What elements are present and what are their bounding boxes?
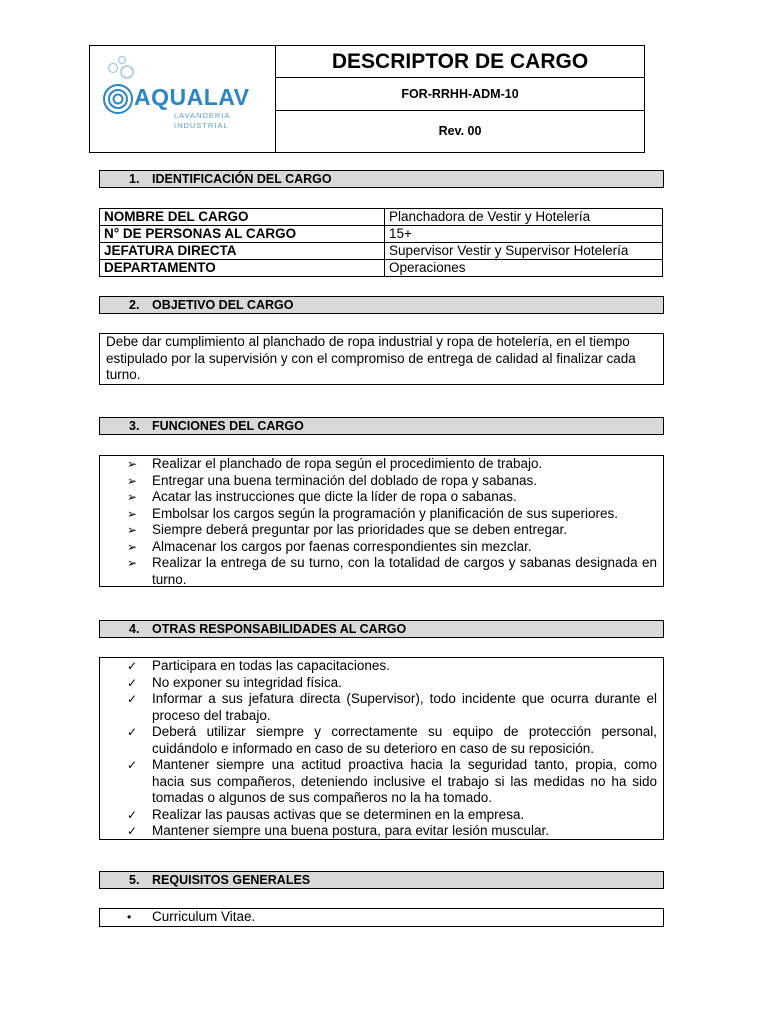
table-label-cell: N° DE PERSONAS AL CARGO <box>100 226 385 243</box>
logo-tagline: LAVANDERIA INDUSTRIAL <box>174 111 230 130</box>
checkmark-icon: ✓ <box>127 725 138 739</box>
bullet-icon: • <box>127 910 132 924</box>
functions-box <box>99 455 664 587</box>
list-item <box>100 807 663 824</box>
company-logo <box>90 46 276 152</box>
document-code: FOR-RRHH-ADM-10 <box>276 78 644 111</box>
checkmark-icon: ✓ <box>127 824 138 838</box>
table-row <box>100 260 663 277</box>
arrow-bullet-icon: ➢ <box>127 539 138 554</box>
list-item-text: Siempre deberá preguntar por las prioridades que se deben entregar. <box>152 522 568 537</box>
section-header-identification <box>99 170 664 188</box>
arrow-bullet-icon: ➢ <box>127 556 138 570</box>
list-item-text: Realizar la entrega de su turno, con la totalidad de cargos y sabanas designada en turno. <box>152 555 657 587</box>
section-number: 3. <box>129 419 140 433</box>
identification-table <box>99 208 663 277</box>
requirements-list <box>100 909 663 926</box>
table-label-cell: DEPARTAMENTO <box>100 260 385 277</box>
checkmark-icon: ✓ <box>127 807 138 822</box>
list-item <box>100 691 663 724</box>
checkmark-icon: ✓ <box>127 758 138 772</box>
list-item-text: Acatar las instrucciones que dicte la líder de ropa o sabanas. <box>152 489 517 504</box>
functions-list <box>100 456 663 588</box>
list-item-text: Informar a sus jefatura directa (Supervisor), todo incidente que ocurra durante el proceso del trabajo. <box>152 691 657 723</box>
section-header-objective <box>99 296 664 314</box>
logo-wordmark: AQUALAV <box>134 84 250 110</box>
document-header <box>89 45 645 153</box>
section-number: 2. <box>129 298 140 312</box>
table-value-cell: Planchadora de Vestir y Hotelería <box>385 209 663 226</box>
section-header-requirements <box>99 871 664 889</box>
list-item <box>100 555 663 588</box>
list-item <box>100 909 663 926</box>
table-value-cell: Supervisor Vestir y Supervisor Hotelería <box>385 243 663 260</box>
document-revision: Rev. 00 <box>438 124 482 138</box>
list-item-text: Realizar el planchado de ropa según el procedimiento de trabajo. <box>152 456 543 471</box>
section-header-responsibilities <box>99 620 664 638</box>
table-value-cell: 15+ <box>385 226 663 243</box>
list-item <box>100 675 663 692</box>
section-header-functions <box>99 417 664 435</box>
list-item-text: Entregar una buena terminación del doblado de ropa y sabanas. <box>152 472 538 488</box>
responsibilities-list <box>100 658 663 840</box>
list-item-text: Realizar las pausas activas que se determinen en la empresa. <box>152 806 525 822</box>
checkmark-icon: ✓ <box>127 659 138 673</box>
arrow-bullet-icon: ➢ <box>127 490 138 504</box>
list-item-text: Mantener siempre una buena postura, para evitar lesión muscular. <box>152 823 549 838</box>
list-item-text: Curriculum Vitae. <box>152 909 256 924</box>
arrow-bullet-icon: ➢ <box>127 457 138 471</box>
section-title: IDENTIFICACIÓN DEL CARGO <box>152 172 332 186</box>
table-row <box>100 226 663 243</box>
list-item-text: No exponer su integridad física. <box>152 674 342 690</box>
list-item <box>100 724 663 757</box>
document-title: DESCRIPTOR DE CARGO <box>276 46 644 78</box>
list-item-text: Participara en todas las capacitaciones. <box>152 658 390 673</box>
list-item <box>100 456 663 473</box>
table-label-cell: NOMBRE DEL CARGO <box>100 209 385 226</box>
list-item <box>100 823 663 840</box>
list-item <box>100 658 663 675</box>
list-item <box>100 506 663 523</box>
objective-box <box>99 333 664 385</box>
table-row <box>100 209 663 226</box>
list-item-text: Mantener siempre una actitud proactiva hacia la seguridad tanto, propia, como hacia sus compañeros, deteniendo inclusive el trabajo si las medidas no ha sido tomadas o algunos de sus compañeros no la ha tomado. <box>152 757 657 805</box>
list-item-text: Deberá utilizar siempre y correctamente su equipo de protección personal, cuidándolo e informado en caso de su deterioro en caso de su reposición. <box>152 724 657 756</box>
section-number: 5. <box>129 873 140 887</box>
arrow-bullet-icon: ➢ <box>127 506 138 521</box>
list-item <box>100 489 663 506</box>
table-value-cell: Operaciones <box>385 260 663 277</box>
responsibilities-box <box>99 657 664 840</box>
list-item-text: Almacenar los cargos por faenas correspondientes sin mezclar. <box>152 538 532 554</box>
checkmark-icon: ✓ <box>127 675 138 690</box>
list-item <box>100 539 663 556</box>
list-item-text: Embolsar los cargos según la programación y planificación de sus superiores. <box>152 505 618 521</box>
list-item <box>100 757 663 807</box>
section-number: 1. <box>129 172 140 186</box>
list-item <box>100 473 663 490</box>
list-item <box>100 522 663 539</box>
objective-text: Debe dar cumplimiento al planchado de ropa industrial y ropa de hotelería, en el tiempo estipulado por la supervisión y con el compromiso de entrega de calidad al finalizar cada turno. <box>106 334 636 382</box>
section-title: OTRAS RESPONSABILIDADES AL CARGO <box>152 622 407 636</box>
section-title: OBJETIVO DEL CARGO <box>152 298 294 312</box>
checkmark-icon: ✓ <box>127 692 138 706</box>
requirements-box <box>99 908 664 927</box>
section-number: 4. <box>129 622 140 636</box>
table-label-cell: JEFATURA DIRECTA <box>100 243 385 260</box>
arrow-bullet-icon: ➢ <box>127 523 138 537</box>
section-title: FUNCIONES DEL CARGO <box>152 419 304 433</box>
arrow-bullet-icon: ➢ <box>127 473 138 488</box>
table-row <box>100 243 663 260</box>
section-title: REQUISITOS GENERALES <box>152 873 311 887</box>
